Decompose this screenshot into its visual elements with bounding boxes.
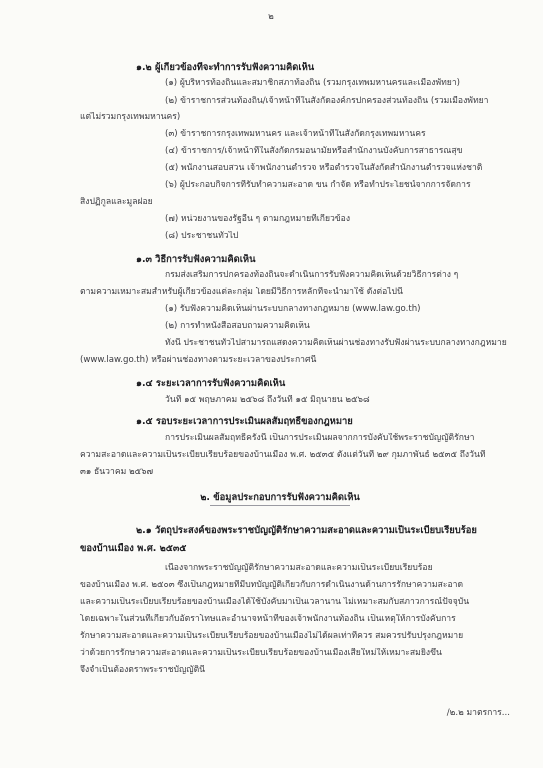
list-item: (๑) ผู้บริหารท้องถิ่นและสมาชิกสภาท้องถิ่น (รวมกรุงเทพมหานครและเมืองพัทยา) [165,78,461,88]
section-2-1-heading-cont: ของบ้านเมือง พ.ศ. ๒๕๓๕ [80,543,187,554]
list-item: (๕) พนักงานสอบสวน เจ้าพนักงานตำรวจ หรือตำรวจในสังกัดสำนักงานตำรวจแห่งชาติ [165,163,483,173]
paragraph-line: โดยเฉพาะในส่วนที่เกี่ยวกับอัตราโทษและอำนาจหน้าที่ของเจ้าพนักงานท้องถิ่น เป็นเหตุให้การบังคับการ [80,614,456,624]
paragraph-line: ว่าด้วยการรักษาความสะอาดและความเป็นระเบียบเรียบร้อยของบ้านเมืองเสียใหม่ให้เหมาะสมยิ่งขึ้น [80,648,442,658]
paragraph-line: ความสะอาดและความเป็นระเบียบเรียบร้อยของบ้านเมือง พ.ศ. ๒๕๓๕ ตั้งแต่วันที่ ๒๙ กุมภาพันธ์ ๒๕๓๕ ถึงวันที่ [80,450,486,460]
list-item: (๖) ผู้ประกอบกิจการที่รับทำความสะอาด ขน กำจัด หรือทำประโยชน์จากการจัดการ [165,180,471,190]
list-item: (๔) ข้าราชการ/เจ้าหน้าที่ในสังกัดกรมอนามัยหรือสำนักงานบังคับการสาธารณสุข [165,146,463,156]
paragraph-line: วันที่ ๑๕ พฤษภาคม ๒๕๖๘ ถึงวันที่ ๑๕ มิถุนายน ๒๕๖๘ [165,395,370,405]
list-item: (๓) ข้าราชการกรุงเทพมหานคร และเจ้าหน้าที่ในสังกัดกรุงเทพมหานคร [165,129,426,139]
section-2-1-heading: ๒.๑ วัตถุประสงค์ของพระราชบัญญัติรักษาความสะอาดและความเป็นระเบียบเรียบร้อย [136,525,477,536]
continuation-note: /๒.๒ มาตรการ... [446,708,510,718]
section-1-2-heading: ๑.๒ ผู้เกี่ยวข้องที่จะทำการรับฟังความคิดเห็น [136,62,315,73]
paragraph-line: ทั้งนี้ ประชาชนทั่วไปสามารถแสดงความคิดเห็นผ่านช่องทางรับฟังผ่านระบบกลางทางกฎหมาย [165,338,507,348]
list-item: แต่ไม่รวมกรุงเทพมหานคร) [80,112,181,122]
list-item: สิ่งปฏิกูลและมูลฝอย [80,197,153,207]
paragraph-line: (www.law.go.th) หรือผ่านช่องทางตามระยะเวลาของประกาศนี้ [80,355,317,365]
list-item: (๗) หน่วยงานของรัฐอื่น ๆ ตามกฎหมายที่เกี่ยวข้อง [165,214,351,224]
paragraph-line: เนื่องจากพระราชบัญญัติรักษาความสะอาดและความเป็นระเบียบเรียบร้อย [165,563,433,573]
paragraph-line: จึงจำเป็นต้องตราพระราชบัญญัตินี้ [80,665,206,675]
section-1-3-heading: ๑.๓ วิธีการรับฟังความคิดเห็น [136,254,256,265]
title-underline [210,505,350,506]
section-2-title: ๒. ข้อมูลประกอบการรับฟังความคิดเห็น [200,492,360,503]
list-item: (๘) ประชาชนทั่วไป [165,231,239,241]
list-item: (๒) การทำหนังสือสอบถามความคิดเห็น [165,321,310,331]
page-number: ๒ [268,12,274,22]
section-1-4-heading: ๑.๔ ระยะเวลาการรับฟังความคิดเห็น [136,378,286,389]
paragraph-line: การประเมินผลสัมฤทธิ์ครั้งนี้ เป็นการประเมินผลจากการบังคับใช้พระราชบัญญัติรักษา [165,433,475,443]
paragraph-line: ของบ้านเมือง พ.ศ. ๒๕๐๓ ซึ่งเป็นกฎหมายที่มีบทบัญญัติเกี่ยวกับการดำเนินงานด้านการรักษาความสะอาด [80,580,464,590]
list-item: (๑) รับฟังความคิดเห็นผ่านระบบกลางทางกฎหมาย (www.law.go.th) [165,304,421,314]
list-item: (๒) ข้าราชการส่วนท้องถิ่น/เจ้าหน้าที่ในสังกัดองค์กรปกครองส่วนท้องถิ่น (รวมเมืองพัทยา [165,96,489,106]
paragraph-line: ๓๑ ธันวาคม ๒๕๖๗ [80,467,154,477]
section-1-5-heading: ๑.๕ รอบระยะเวลาการประเมินผลสัมฤทธิ์ของกฎหมาย [136,416,353,427]
paragraph-line: ตามความเหมาะสมสำหรับผู้เกี่ยวข้องแต่ละกลุ่ม โดยมีวิธีการหลักที่จะนำมาใช้ ดังต่อไปนี้ [80,287,403,297]
paragraph-line: รักษาความสะอาดและความเป็นระเบียบเรียบร้อยของบ้านเมืองไม่ได้ผลเท่าที่ควร สมควรปรับปรุงกฎหมาย [80,631,464,641]
paragraph-line: กรมส่งเสริมการปกครองท้องถิ่นจะดำเนินการรับฟังความคิดเห็นด้วยวิธีการต่าง ๆ [165,270,459,280]
paragraph-line: และความเป็นระเบียบเรียบร้อยของบ้านเมืองได้ใช้บังคับมาเป็นเวลานาน ไม่เหมาะสมกับสภาวการณ์ปัจจุบัน [80,597,470,607]
